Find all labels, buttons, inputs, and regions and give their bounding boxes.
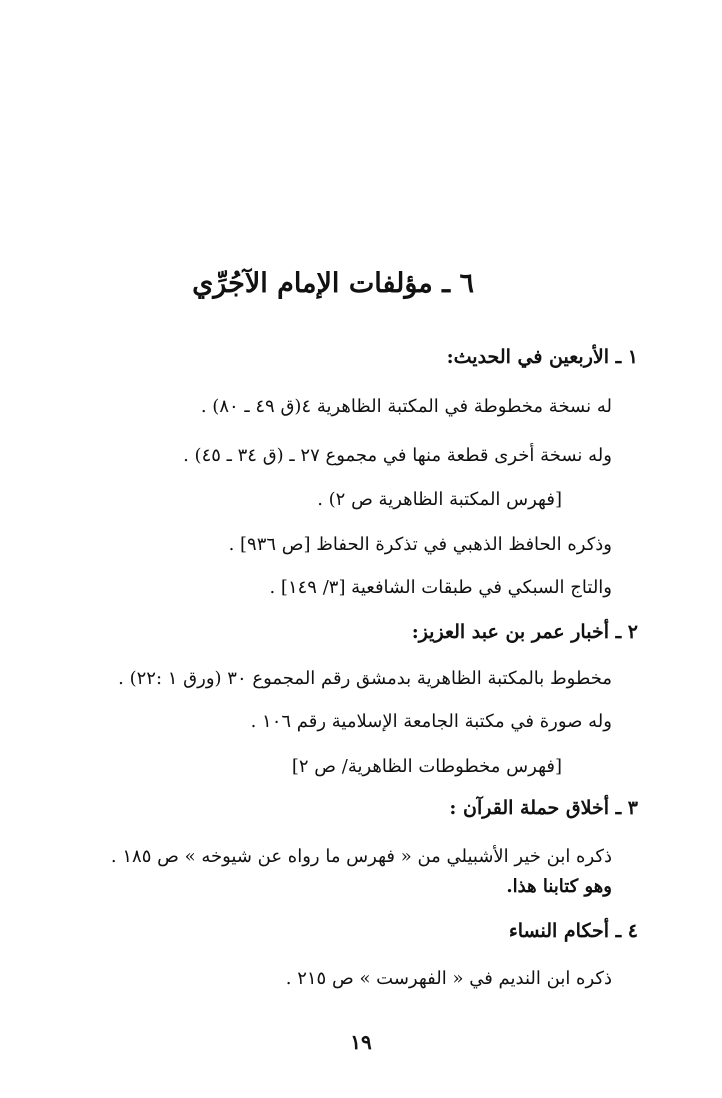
section-1-line-1: له نسخة مخطوطة في المكتبة الظاهرية ٤(ق ٤٩ ـ ٨٠) . [200,396,612,417]
section-heading-1: ١ ـ الأربعين في الحديث: [446,346,638,368]
section-4-line-1: ذكره ابن النديم في « الفهرست » ص ٢١٥ . [285,968,612,989]
section-1-line-5: والتاج السبكي في طبقات الشافعية [٣/ ١٤٩] . [269,577,612,598]
page-title: ٦ ـ مؤلفات الإمام الآجُرِّي [192,268,474,299]
section-1-citation: [فهرس المكتبة الظاهرية ص ٢) . [317,489,562,510]
section-heading-4: ٤ ـ أحكام النساء [508,920,638,942]
section-3-line-1: ذكره ابن خير الأشبيلي من « فهرس ما رواه عن شيوخه » ص ١٨٥ . [110,846,612,867]
section-2-citation: [فهرس مخطوطات الظاهرية/ ص ٢] [291,756,562,777]
page-number: ١٩ [350,1030,372,1054]
section-1-line-2: وله نسخة أخرى قطعة منها في مجموع ٢٧ ـ (ق ٣٤ ـ ٤٥) . [183,445,612,466]
section-1-line-4: وذكره الحافظ الذهبي في تذكرة الحفاظ [ص ٩٣٦] . [228,534,612,555]
section-3-line-2: وهو كتابنا هذا. [506,876,612,897]
section-heading-3: ٣ ـ أخلاق حملة القرآن : [449,797,638,819]
section-2-line-1: مخطوط بالمكتبة الظاهرية بدمشق رقم المجموع ٣٠ (ورق ١ :٢٢) . [118,668,612,689]
section-2-line-2: وله صورة في مكتبة الجامعة الإسلامية رقم ١٠٦ . [250,711,612,732]
section-heading-2: ٢ ـ أخبار عمر بن عبد العزيز: [411,621,638,643]
